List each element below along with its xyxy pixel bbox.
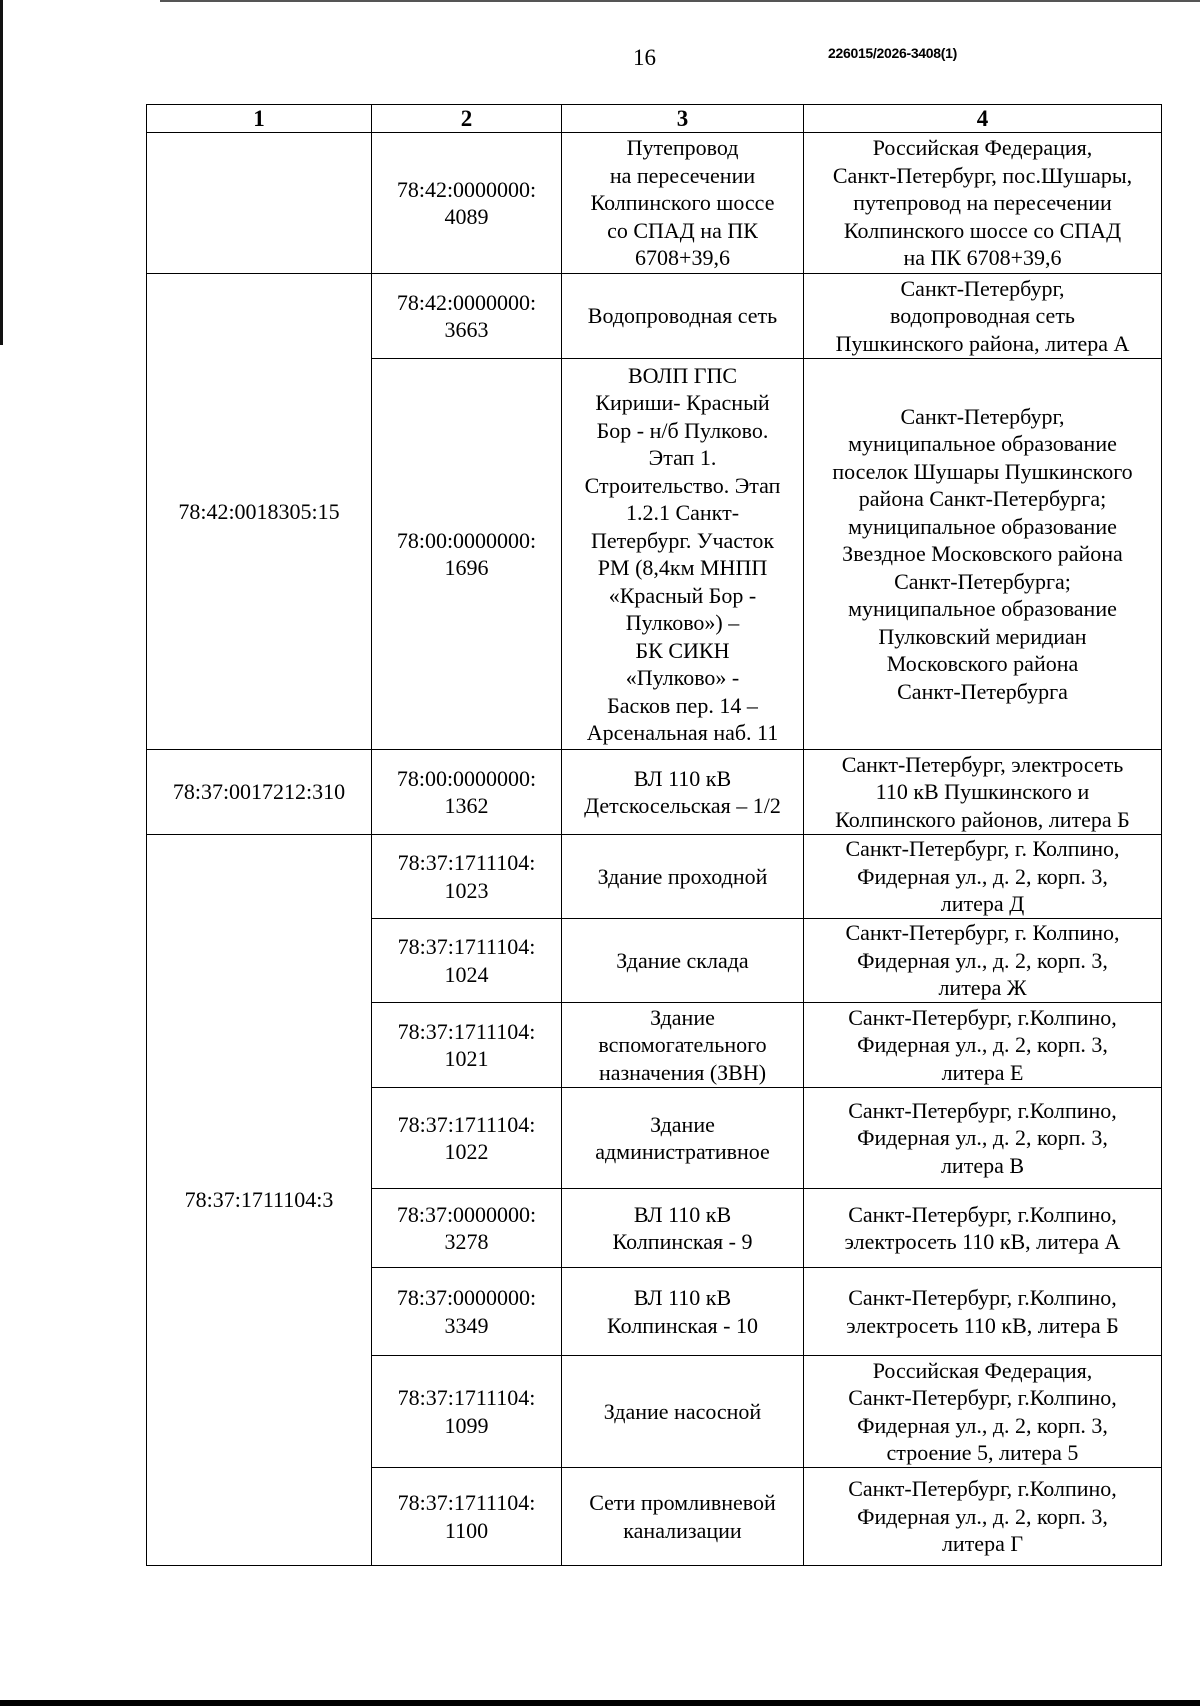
cadastral-number: 78:37:1711104: 1099 — [372, 1356, 562, 1468]
object-name: Сети промливневой канализации — [562, 1468, 804, 1566]
object-name: Здание проходной — [562, 835, 804, 919]
parcel-cell — [147, 133, 372, 274]
parcel-cell: 78:42:0018305:15 — [147, 274, 372, 750]
object-address: Санкт-Петербург, г.Колпино, электросеть 110 кВ, литера А — [804, 1189, 1162, 1268]
object-address: Санкт-Петербург, г. Колпино, Фидерная ул., д. 2, корп. 3, литера Ж — [804, 919, 1162, 1003]
object-address: Санкт-Петербург, водопроводная сеть Пушкинского района, литера А — [804, 274, 1162, 359]
object-address: Санкт-Петербург, г.Колпино, Фидерная ул., д. 2, корп. 3, литера Г — [804, 1468, 1162, 1566]
scan-edge-bottom — [0, 1700, 1200, 1706]
object-name: Водопроводная сеть — [562, 274, 804, 359]
column-header: 4 — [804, 105, 1162, 133]
object-address: Российская Федерация, Санкт-Петербург, г.Колпино, Фидерная ул., д. 2, корп. 3, строение 5, литера 5 — [804, 1356, 1162, 1468]
parcel-cell: 78:37:0017212:310 — [147, 750, 372, 835]
header-row — [147, 105, 1162, 133]
object-address: Санкт-Петербург, электросеть 110 кВ Пушкинского и Колпинского районов, литера Б — [804, 750, 1162, 835]
cadastral-number: 78:00:0000000: 1362 — [372, 750, 562, 835]
object-address: Санкт-Петербург, г.Колпино, электросеть 110 кВ, литера Б — [804, 1268, 1162, 1356]
object-name: Путепровод на пересечении Колпинского шоссе со СПАД на ПК 6708+39,6 — [562, 133, 804, 274]
object-address: Санкт-Петербург, г.Колпино, Фидерная ул., д. 2, корп. 3, литера В — [804, 1088, 1162, 1189]
document-id: 226015/2026-3408(1) — [828, 45, 957, 61]
page-number: 16 — [633, 45, 656, 70]
object-address: Российская Федерация, Санкт-Петербург, пос.Шушары, путепровод на пересечении Колпинского шоссе со СПАД на ПК 6708+39,6 — [804, 133, 1162, 274]
scan-edge-top — [160, 0, 1200, 2]
column-header: 3 — [562, 105, 804, 133]
parcel-cell: 78:37:1711104:3 — [147, 835, 372, 1566]
object-name: ВЛ 110 кВ Колпинская - 9 — [562, 1189, 804, 1268]
cadastral-number: 78:37:0000000: 3349 — [372, 1268, 562, 1356]
cadastral-number: 78:00:0000000: 1696 — [372, 359, 562, 750]
cadastral-number: 78:37:1711104: 1023 — [372, 835, 562, 919]
table-row — [147, 750, 1162, 835]
object-name: Здание насосной — [562, 1356, 804, 1468]
object-address: Санкт-Петербург, г.Колпино, Фидерная ул., д. 2, корп. 3, литера Е — [804, 1003, 1162, 1088]
object-name: ВЛ 110 кВ Колпинская - 10 — [562, 1268, 804, 1356]
objects-table — [146, 104, 1162, 1566]
table-body — [147, 133, 1162, 1566]
object-name: Здание вспомогательного назначения (ЗВН) — [562, 1003, 804, 1088]
cadastral-number: 78:37:0000000: 3278 — [372, 1189, 562, 1268]
table-row — [147, 274, 1162, 359]
object-name: Здание склада — [562, 919, 804, 1003]
object-address: Санкт-Петербург, муниципальное образование поселок Шушары Пушкинского района Санкт-Петербурга; муниципальное образование Звездное Московского района Санкт-Петербурга; муниципальное образование Пулковский меридиан Московского района Санкт-Петербурга — [804, 359, 1162, 750]
object-address: Санкт-Петербург, г. Колпино, Фидерная ул., д. 2, корп. 3, литера Д — [804, 835, 1162, 919]
object-name: Здание административное — [562, 1088, 804, 1189]
table-header — [147, 105, 1162, 133]
cadastral-number: 78:42:0000000: 3663 — [372, 274, 562, 359]
table-row — [147, 835, 1162, 919]
cadastral-number: 78:37:1711104: 1024 — [372, 919, 562, 1003]
cadastral-number: 78:37:1711104: 1100 — [372, 1468, 562, 1566]
column-header: 1 — [147, 105, 372, 133]
object-name: ВОЛП ГПС Кириши- Красный Бор - н/б Пулково. Этап 1. Строительство. Этап 1.2.1 Санкт- Петербург. Участок РМ (8,4км МНПП «Красный Бор - Пулково») – БК СИКН «Пулково» - Басков пер. 14 – Арсенальная наб. 11 — [562, 359, 804, 750]
scan-edge-left — [0, 0, 3, 345]
cadastral-number: 78:37:1711104: 1021 — [372, 1003, 562, 1088]
column-header: 2 — [372, 105, 562, 133]
object-name: ВЛ 110 кВ Детскосельская – 1/2 — [562, 750, 804, 835]
cadastral-number: 78:37:1711104: 1022 — [372, 1088, 562, 1189]
cadastral-number: 78:42:0000000: 4089 — [372, 133, 562, 274]
table-row — [147, 133, 1162, 274]
